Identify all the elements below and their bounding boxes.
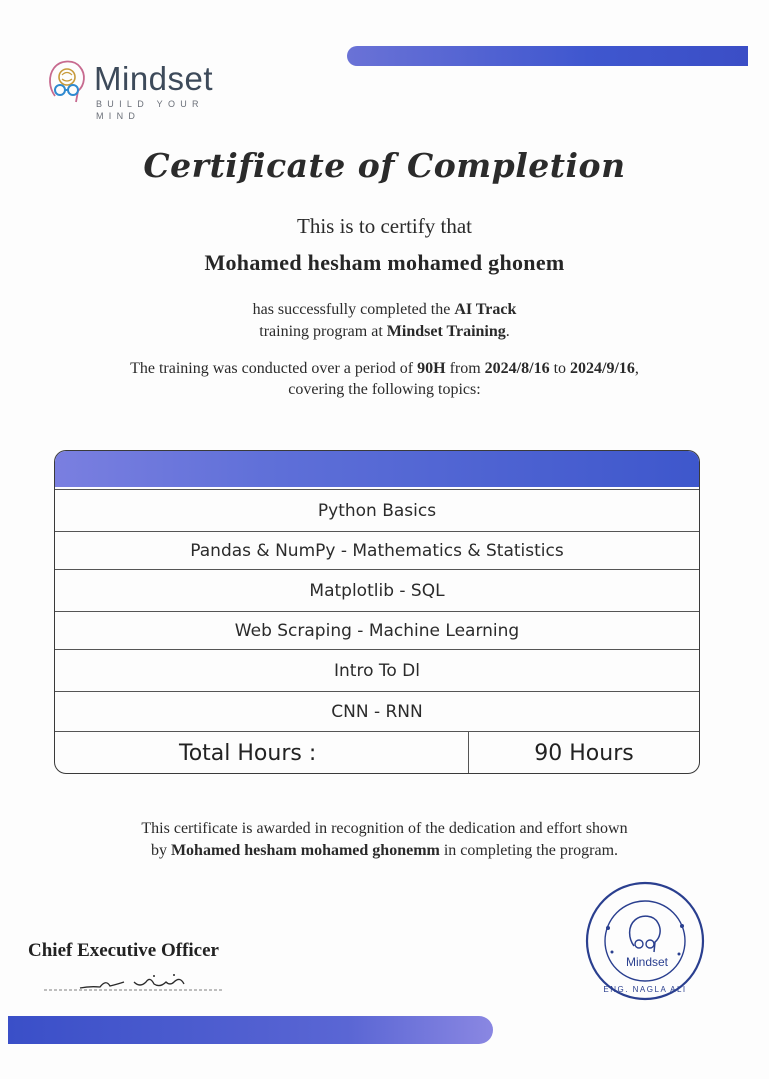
end-date: 2024/9/16 <box>570 360 635 377</box>
mindset-logo <box>46 58 236 121</box>
award-line2: in completing the program. <box>443 842 619 859</box>
certificate-title: Certificate of Completion <box>143 146 626 185</box>
completion-prefix: has successfully completed the <box>252 301 451 318</box>
topic-row <box>55 649 699 692</box>
completion-middle: training program at <box>259 323 383 340</box>
duration-statement <box>0 358 769 400</box>
topic-row <box>55 691 699 732</box>
total-hours-label: Total Hours : <box>55 732 469 774</box>
completion-statement <box>0 299 769 343</box>
topic-text: Pandas & NumPy - Mathematics & Statistics <box>190 541 564 561</box>
award-recipient-name: Mohamed hesham mohamed ghonemm <box>170 842 440 859</box>
bottom-accent-bar <box>8 1016 493 1044</box>
svg-text:Mindset: Mindset <box>625 955 669 969</box>
signatory-title: Chief Executive Officer <box>28 940 219 961</box>
logo-wordmark: Mindset <box>94 60 214 97</box>
topic-row <box>55 611 699 650</box>
topic-row <box>55 569 699 612</box>
organization-name: Mindset Training <box>386 323 506 340</box>
topic-text: CNN - RNN <box>331 702 423 722</box>
track-name: AI Track <box>454 301 517 318</box>
topics-table <box>54 450 700 774</box>
signature-icon <box>44 968 224 994</box>
topics-table-header <box>55 451 699 487</box>
topic-text: Matplotlib - SQL <box>309 581 445 601</box>
award-by: by <box>150 842 167 859</box>
from-word: from <box>449 360 481 377</box>
duration-suffix: , <box>634 360 639 377</box>
topic-text: Python Basics <box>317 501 437 521</box>
certify-line: This is to certify that <box>297 214 472 238</box>
topic-row <box>55 489 699 532</box>
start-date: 2024/8/16 <box>484 360 550 377</box>
topic-text: Web Scraping - Machine Learning <box>234 621 520 641</box>
svg-text:ENG. NAGLA ALI: ENG. NAGLA ALI <box>603 985 687 994</box>
logo-tagline: BUILD YOUR MIND <box>96 99 204 121</box>
duration-line2: covering the following topics: <box>288 381 481 398</box>
award-line1: This certificate is awarded in recognition of the dedication and effort shown <box>141 820 628 837</box>
recipient-name: Mohamed hesham mohamed ghonem <box>204 250 565 275</box>
to-word: to <box>553 360 567 377</box>
topic-row <box>55 531 699 570</box>
top-accent-bar <box>347 46 748 66</box>
duration-prefix: The training was conducted over a period of <box>130 360 414 377</box>
company-stamp-icon <box>584 880 706 1002</box>
topic-text: Intro To Dl <box>334 661 420 681</box>
completion-suffix: . <box>505 323 510 340</box>
duration-hours: 90H <box>417 360 446 377</box>
brain-head-icon <box>46 58 88 104</box>
total-hours-value: 90 Hours <box>534 740 634 766</box>
award-statement <box>0 818 769 862</box>
total-hours-row <box>55 731 699 774</box>
